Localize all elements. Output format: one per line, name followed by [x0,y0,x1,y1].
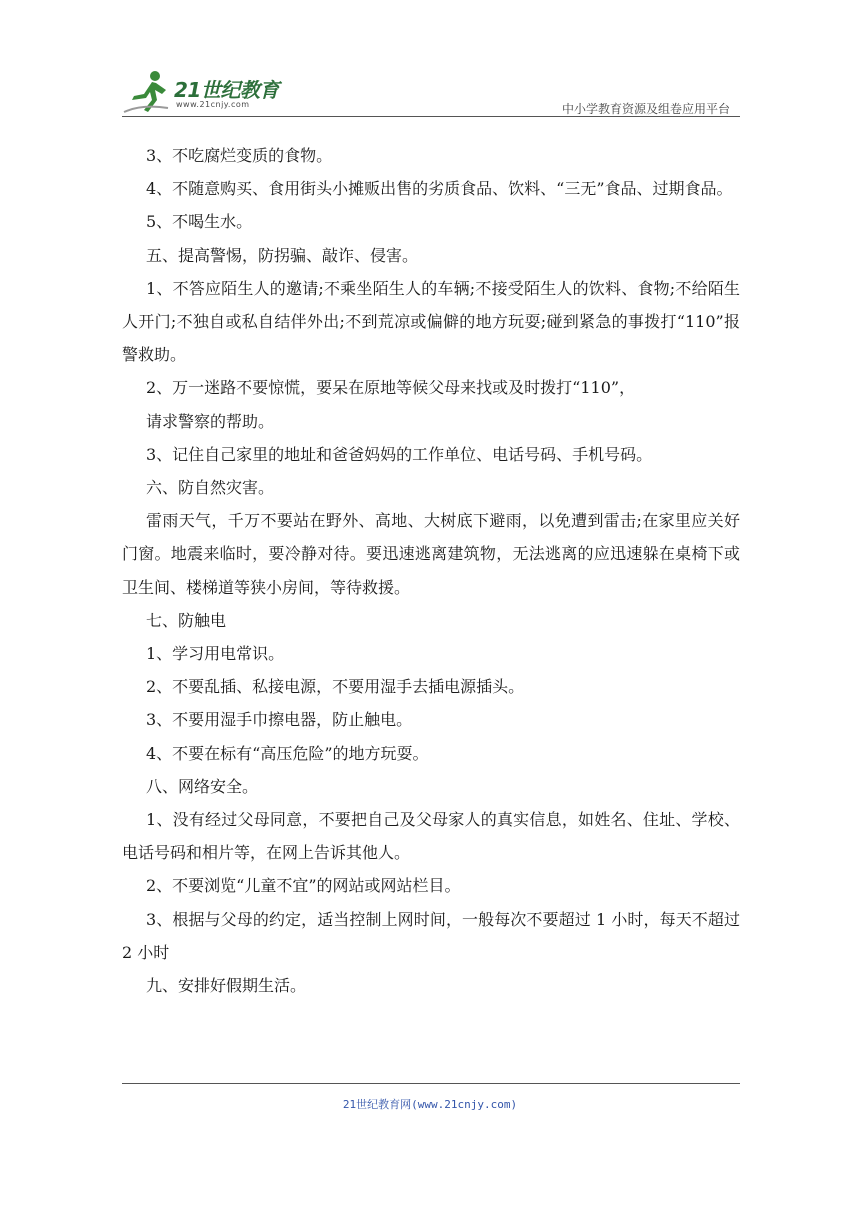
paragraph: 3、记住自己家里的地址和爸爸妈妈的工作单位、电话号码、手机号码。 [146,444,653,464]
paragraph: 3、不要用湿手巾擦电器，防止触电。 [146,710,413,730]
header-divider [122,116,740,117]
paragraph: 请求警察的帮助。 [146,411,275,431]
page-header [122,62,740,120]
paragraph: 1、不答应陌生人的邀请;不乘坐陌生人的车辆;不接受陌生人的饮料、食物;不给陌生人开门;不独自或私自结伴外出;不到荒凉或偏僻的地方玩耍;碰到紧急的事拨打“110”报警救助。 [122,278,740,365]
site-logo[interactable] [122,68,302,116]
paragraph: 1、没有经过父母同意，不要把自己及父母家人的真实信息，如姓名、住址、学校、电话号码和相片等，在网上告诉其他人。 [122,810,740,863]
section-heading: 九、安排好假期生活。 [146,976,307,996]
logo-url: www.21cnjy.com [176,100,250,109]
paragraph: 2、万一迷路不要惊慌，要呆在原地等候父母来找或及时拨打“110”， [146,378,636,398]
runner-icon [122,68,172,116]
paragraph: 2、不要乱插、私接电源，不要用湿手去插电源插头。 [146,677,525,697]
footer-link[interactable]: 21世纪教育网(www.21cnjy.com) [342,1098,518,1111]
section-heading: 五、提高警惕，防拐骗、敲诈、侵害。 [146,245,419,265]
header-tagline: 中小学教育资源及组卷应用平台 [561,102,730,116]
paragraph: 3、根据与父母的约定，适当控制上网时间，一般每次不要超过 1 小时，每天不超过 2 小时 [122,909,740,962]
document-body [122,139,740,1002]
section-heading: 八、网络安全。 [146,776,259,796]
logo-text: 21世纪教育 [174,78,279,102]
section-heading: 七、防触电 [146,610,227,630]
paragraph: 4、不随意购买、食用街头小摊贩出售的劣质食品、饮料、“三无”食品、过期食品。 [146,179,733,199]
footer-divider [122,1083,740,1084]
paragraph: 2、不要浏览“儿童不宜”的网站或网站栏目。 [146,876,461,896]
section-heading: 六、防自然灾害。 [146,478,275,498]
paragraph: 5、不喝生水。 [146,212,253,232]
paragraph: 3、不吃腐烂变质的食物。 [146,146,333,165]
paragraph: 雷雨天气，千万不要站在野外、高地、大树底下避雨，以免遭到雷击;在家里应关好门窗。地震来临时，要冷静对待。要迅速逃离建筑物，无法逃离的应迅速躲在桌椅下或卫生间、楼梯道等狭小房间，等待救援。 [122,511,740,597]
paragraph: 4、不要在标有“高压危险”的地方玩耍。 [146,743,429,763]
paragraph: 1、学习用电常识。 [146,644,285,664]
